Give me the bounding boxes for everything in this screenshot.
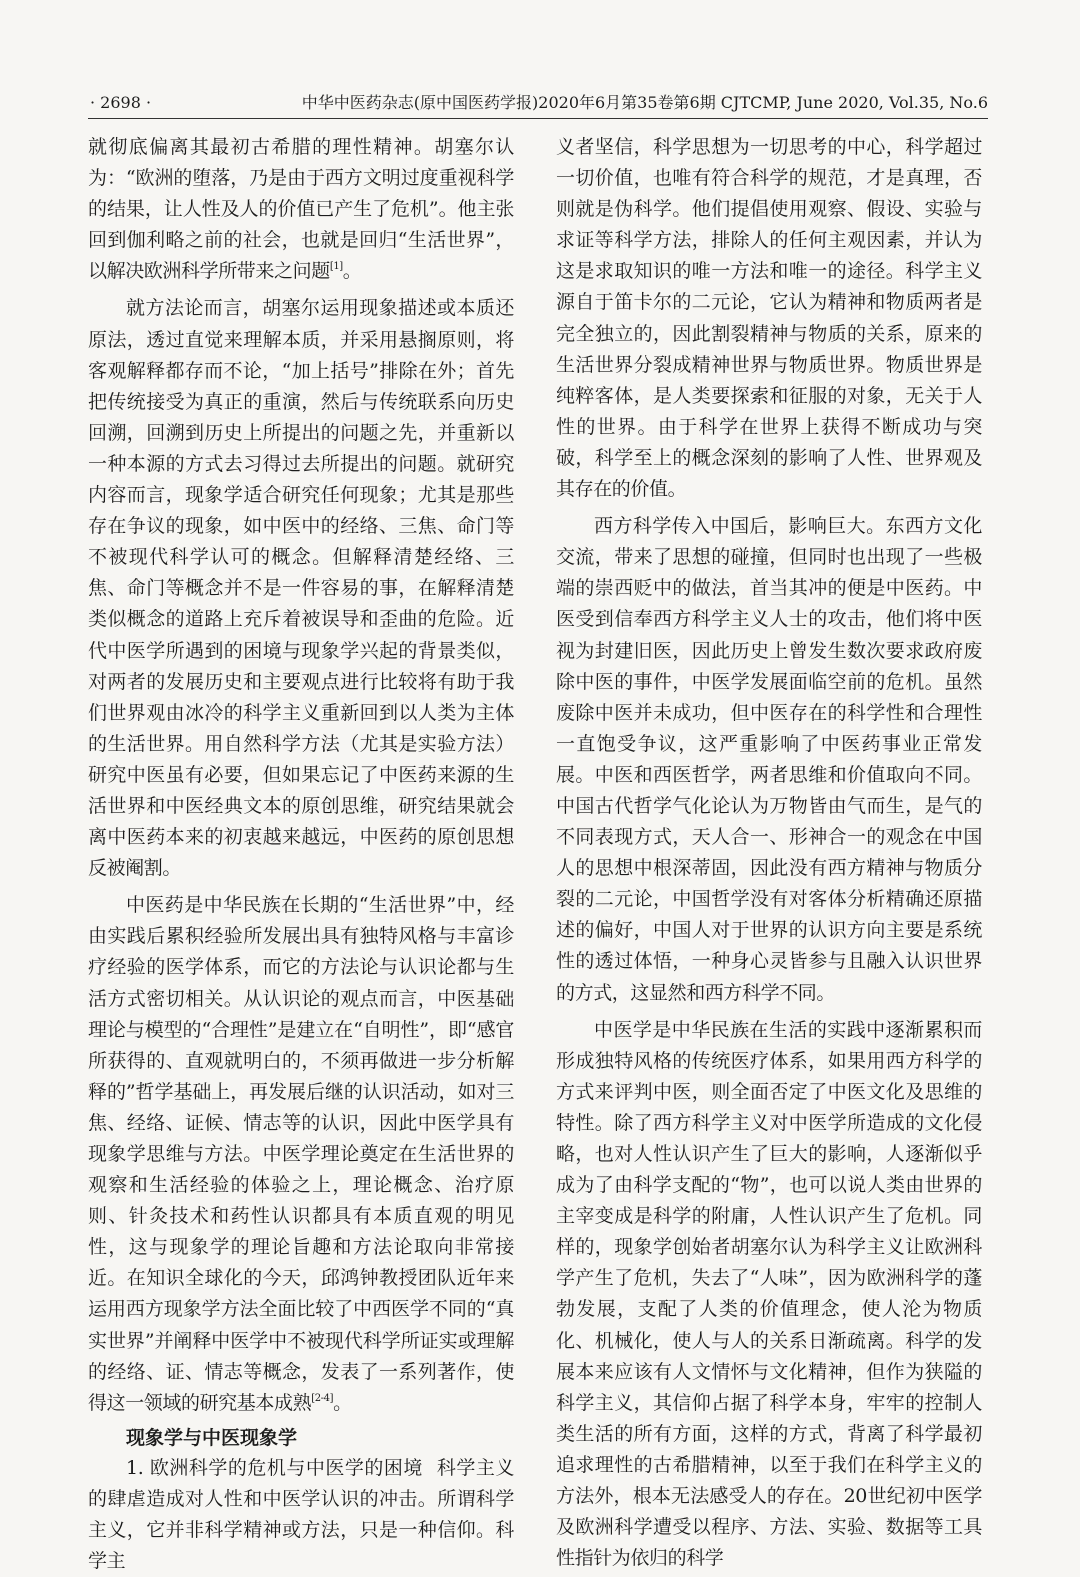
subsection-title: 1. 欧洲科学的危机与中医学的困境 [126,1456,423,1479]
paragraph [88,132,514,287]
right-column [556,132,982,1574]
citation-ref: [1] [329,261,343,273]
paragraph-end: 。 [333,1391,352,1414]
paragraph: 西方科学传入中国后，影响巨大。东西方文化交流，带来了思想的碰撞，但同时也出现了一些极端的崇西贬中的做法，首当其冲的便是中医药。中医受到信奉西方科学主义人士的攻击，他们将中医视为封建旧医，因此历史上曾发生数次要求政府废除中医的事件，中医学发展面临空前的危机。虽然废除中医并未成功，但中医存在的科学性和合理性一直饱受争议，这严重影响了中医药事业正常发展。中医和西医哲学，两者思维和价值取向不同。中国古代哲学气化论认为万物皆由气而生，是气的不同表现方式，天人合一、形神合一的观念在中国人的思想中根深蒂固，因此没有西方精神与物质分裂的二元论，中国哲学没有对客体分析精确还原描述的偏好，中国人对于世界的认识方向主要是系统性的透过体悟，一种身心灵皆参与且融入认识世界的方式，这显然和西方科学不同。 [556,515,982,1004]
paragraph: 就方法论而言，胡塞尔运用现象描述或本质还原法，透过直觉来理解本质，并采用悬搁原则，将客观解释都存而不论，“加上括号”排除在外；首先把传统接受为真正的重演，然后与传统联系向历史回溯，回溯到历史上所提出的问题之先，并重新以一种本源的方式去习得过去所提出的问题。就研究内容而言，现象学适合研究任何现象；尤其是那些存在争议的现象，如中医中的经络、三焦、命门等不被现代科学认可的概念。但解释清楚经络、三焦、命门等概念并不是一件容易的事，在解释清楚类似概念的道路上充斥着被误导和歪曲的危险。近代中医学所遇到的困境与现象学兴起的背景类似，对两者的发展历史和主要观点进行比较将有助于我们世界观由冰冷的科学主义重新回到以人类为主体的生活世界。用自然科学方法（尤其是实验方法）研究中医虽有必要，但如果忘记了中医药来源的生活世界和中医经典文本的原创思维，研究结果就会离中医药本来的初衷越来越远，中医药的原创思想反被阉割。 [88,297,514,880]
paragraph: 中医学是中华民族在生活的实践中逐渐累积而形成独特风格的传统医疗体系，如果用西方科学的方式来评判中医，则全面否定了中医文化及思维的特性。除了西方科学主义对中医学所造成的文化侵略，也对人性认识产生了巨大的影响，人逐渐似乎成为了由科学支配的“物”，也可以说人类由世界的主宰变成是科学的附庸，人性认识产生了危机。同样的，现象学创始者胡塞尔认为科学主义让欧洲科学产生了危机，失去了“人味”，因为欧洲科学的蓬勃发展，支配了人类的价值理念，使人沦为物质化、机械化，使人与人的关系日渐疏离。科学的发展本来应该有人文情怀与文化精神，但作为狭隘的科学主义，其信仰占据了科学本身，牢牢的控制人类生活的所有方面，这样的方式，背离了科学最初追求理性的古希腊精神，以至于我们在科学主义的方法外，根本无法感受人的存在。20世纪初中医学及欧洲科学遭受以程序、方法、实验、数据等工具性指针为依归的科学 [556,1018,982,1570]
paragraph [88,890,514,1419]
citation-ref: [2-4] [311,1392,334,1404]
paragraph-text: 科学主义的肆虐造成对人性和中医学认识的冲击。所谓科学主义，它并非科学精神或方法，只是一种信仰。科学主 [88,1456,514,1573]
page-header [88,88,988,119]
page-number: · 2698 · [90,93,152,112]
paragraph-text: 中医药是中华民族在长期的“生活世界”中，经由实践后累积经验所发展出具有独特风格与丰富诊疗经验的医学体系，而它的方法论与认识论都与生活方式密切相关。从认识论的观点而言，中医基础理论与模型的“合理性”是建立在“自明性”，即“感官所获得的、直观就明白的，不须再做进一步分析解释的”哲学基础上，再发展后继的认识活动，如对三焦、经络、证候、情志等的认识，因此中医学具有现象学思维与方法。中医学理论奠定在生活世界的观察和生活经验的体验之上，理论概念、治疗原则、针灸技术和药性认识都具有本质直观的明见性，这与现象学的理论旨趣和方法论取向非常接近。在知识全球化的今天，邱鸿钟教授团队近年来运用西方现象学方法全面比较了中西医学不同的“真实世界”并阐释中医学中不被现代科学所证实或理解的经络、证、情志等概念，发表了一系列著作，使得这一领域的研究基本成熟 [88,894,514,1414]
section-heading: 现象学与中医现象学 [126,1426,298,1449]
journal-citation: 中华中医药杂志(原中国医药学报)2020年6月第35卷第6期 CJTCMP, June 2020, Vol.35, No.6 [301,93,988,112]
paragraph [88,1453,514,1577]
paragraph-end: 。 [342,260,362,283]
paragraph: 义者坚信，科学思想为一切思考的中心，科学超过一切价值，也唯有符合科学的规范，才是真理，否则就是伪科学。他们提倡使用观察、假设、实验与求证等科学方法，排除人的任何主观因素，并认为这是求取知识的唯一方法和唯一的途径。科学主义源自于笛卡尔的二元论，它认为精神和物质两者是完全独立的，因此割裂精神与物质的关系，原来的生活世界分裂成精神世界与物质世界。物质世界是纯粹客体，是人类要探索和征服的对象，无关于人性的世界。由于科学在世界上获得不断成功与突破，科学至上的概念深刻的影响了人性、世界观及其存在的价值。 [556,136,982,501]
paragraph-text: 就彻底偏离其最初古希腊的理性精神。胡塞尔认为：“欧洲的堕落，乃是由于西方文明过度重视科学的结果，让人性及人的价值已产生了危机”。他主张回到伽利略之前的社会，也就是回归“生活世界”，以解决欧洲科学所带来之问题 [88,136,514,283]
left-column [88,132,514,1577]
